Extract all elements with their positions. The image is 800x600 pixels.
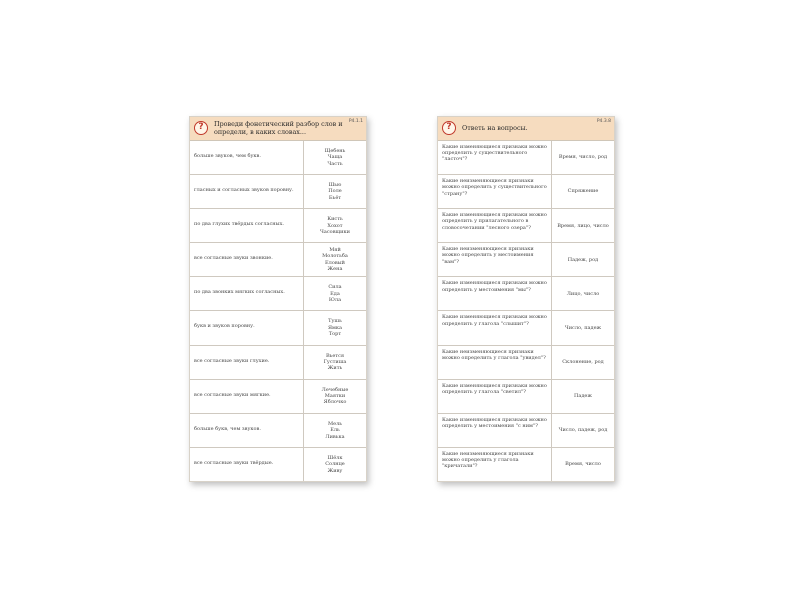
card-row xyxy=(438,209,614,243)
card-rows xyxy=(190,141,366,481)
row-question: Какие неизменяющиеся признаки можно определить у глагола "увидел"? xyxy=(438,346,552,379)
card-row xyxy=(190,380,366,414)
card-row xyxy=(190,414,366,448)
row-condition: больше звуков, чем букв. xyxy=(190,141,304,174)
row-words: Тушь Ямка Торт xyxy=(327,318,343,338)
row-words: Шью Поле Бьёт xyxy=(328,182,342,201)
card-row xyxy=(190,311,366,345)
card-row xyxy=(438,346,614,380)
row-question: Какие неизменяющиеся признаки можно определить у глагола "кричатали"? xyxy=(438,448,552,481)
card-row xyxy=(438,141,614,175)
row-words: Шёлк Солнце Живу xyxy=(325,454,345,474)
row-words: Мель Ель Ливька xyxy=(325,420,345,440)
card-header xyxy=(438,117,614,141)
card-row xyxy=(190,448,366,481)
row-words: Сила Еда Юла xyxy=(328,284,342,304)
row-answer: Время, лицо, число xyxy=(557,222,609,229)
row-answer: Число, падеж xyxy=(564,324,602,331)
row-condition: все согласные звуки мягкие. xyxy=(190,380,304,413)
row-question: Какие неизменяющиеся признаки можно определить у местоимения "вам"? xyxy=(438,243,552,276)
row-question: Какие изменяющиеся признаки можно определить у местоимения "с ним"? xyxy=(438,414,552,447)
card-row xyxy=(190,243,366,277)
row-condition: по два звонких мягких согласных. xyxy=(190,277,304,310)
row-words: Лечебные Маятки Яблочко xyxy=(321,386,349,406)
task-card-phonetics xyxy=(189,116,367,482)
card-row xyxy=(190,346,366,380)
card-header xyxy=(190,117,366,141)
row-question: Какие изменяющиеся признаки можно определить у глагола "слышит"? xyxy=(438,311,552,344)
row-condition: гласных и согласных звуков поровну. xyxy=(190,175,304,208)
row-condition: все согласные звуки глухие. xyxy=(190,346,304,379)
card-row xyxy=(190,209,366,243)
card-row xyxy=(438,311,614,345)
row-answer: Падеж, род xyxy=(567,256,599,263)
card-rows xyxy=(438,141,614,481)
card-row xyxy=(438,175,614,209)
task-card-questions xyxy=(437,116,615,482)
card-row xyxy=(438,243,614,277)
row-answer: Спряжение xyxy=(567,188,599,195)
row-condition: все согласные звуки твёрдые. xyxy=(190,448,304,481)
row-question: Какие изменяющиеся признаки можно определить у прилагательного в словосочетании "лесного озера"? xyxy=(438,209,552,242)
row-words: Мяй Молотьба Еловый Жена xyxy=(322,247,348,273)
card-row xyxy=(438,380,614,414)
row-question: Какие изменяющиеся признаки можно определить у глагола "светил"? xyxy=(438,380,552,413)
card-row xyxy=(190,277,366,311)
row-condition: букв и звуков поровну. xyxy=(190,311,304,344)
question-mark-icon: ? xyxy=(442,121,456,135)
row-words: Кисть Хохот Часовщики xyxy=(320,216,350,235)
row-question: Какие изменяющиеся признаки можно определить у местоимения "мы"? xyxy=(438,277,552,310)
question-mark-icon: ? xyxy=(194,121,208,135)
row-condition: больше букв, чем звуков. xyxy=(190,414,304,447)
card-row xyxy=(438,414,614,448)
row-answer: Падеж xyxy=(574,393,592,399)
row-answer: Лицо, число xyxy=(566,290,600,297)
row-question: Какие неизменяющиеся признаки можно определить у существительного "страну"? xyxy=(438,175,552,208)
row-answer: Склонение, род xyxy=(562,358,604,365)
card-instruction: Ответь на вопросы. xyxy=(462,124,528,132)
row-answer: Число, падеж, род xyxy=(558,427,608,434)
row-condition: по два глухих твёрдых согласных. xyxy=(190,209,304,242)
card-row xyxy=(190,141,366,175)
row-words: Вьется Густиша Жить xyxy=(323,352,347,372)
row-answer: Время, число, род xyxy=(558,154,608,161)
card-row xyxy=(190,175,366,209)
card-code: Р4.3.8 xyxy=(596,119,611,124)
card-row xyxy=(438,277,614,311)
row-answer: Время, число xyxy=(565,461,601,468)
row-condition: все согласные звуки звонкие. xyxy=(190,243,304,276)
card-code: Р4.1.1 xyxy=(348,119,363,124)
row-words: Щебень Чаща Часть xyxy=(324,147,346,167)
row-question: Какие изменяющиеся признаки можно определить у существительного "ласточ"? xyxy=(438,141,552,174)
card-instruction: Проведи фонетический разбор слов и определи, в каких словах... xyxy=(214,120,343,136)
card-row xyxy=(438,448,614,481)
